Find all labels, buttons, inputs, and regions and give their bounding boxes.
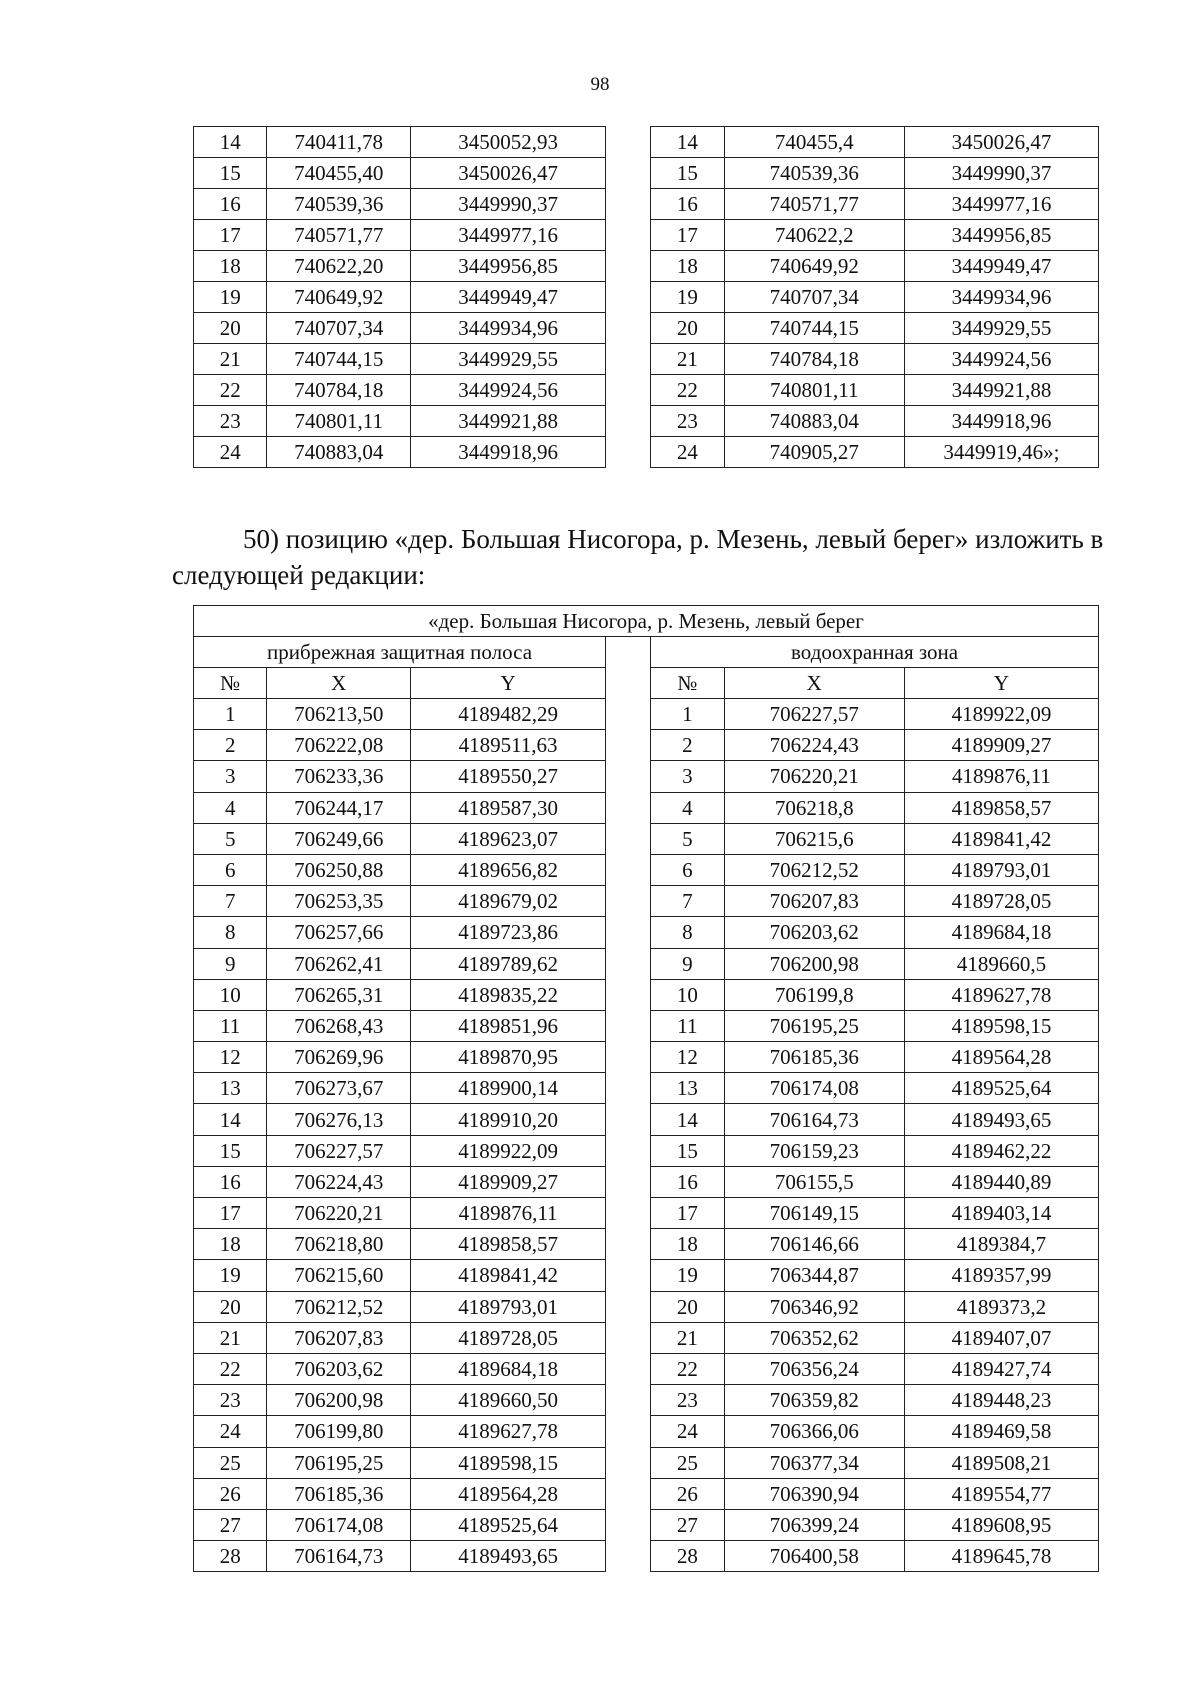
y-coordinate: 4189728,05: [411, 1322, 606, 1353]
x-coordinate: 740539,36: [724, 158, 904, 189]
y-coordinate: 4189841,42: [411, 1260, 606, 1291]
y-coordinate: 3449934,96: [411, 313, 606, 344]
point-number: 25: [651, 1447, 724, 1478]
y-coordinate: 4189564,28: [411, 1478, 606, 1509]
x-coordinate: 740571,77: [724, 189, 904, 220]
point-number: 18: [194, 251, 267, 282]
y-coordinate: 4189841,42: [904, 823, 1098, 854]
point-number: 28: [194, 1541, 267, 1572]
point-number: 9: [651, 948, 724, 979]
y-coordinate: 4189656,82: [411, 854, 606, 885]
x-coordinate: 706399,24: [724, 1509, 904, 1540]
x-coordinate: 706220,21: [724, 761, 904, 792]
point-number: 3: [651, 761, 724, 792]
y-coordinate: 4189598,15: [904, 1010, 1098, 1041]
point-number: 14: [194, 127, 267, 158]
x-coordinate: 740649,92: [267, 282, 411, 313]
y-coordinate: 4189909,27: [411, 1166, 606, 1197]
y-coordinate: 4189922,09: [904, 699, 1098, 730]
y-coordinate: 3449956,85: [411, 251, 606, 282]
y-coordinate: 4189870,95: [411, 1042, 606, 1073]
point-number: 18: [651, 251, 724, 282]
y-coordinate: 4189403,14: [904, 1198, 1098, 1229]
amendment-paragraph: 50) позицию «дер. Большая Нисогора, р. Мезень, левый берег» изложить в следующей редакции:: [172, 524, 1104, 590]
y-coordinate: 3449977,16: [411, 220, 606, 251]
point-number: 24: [651, 1416, 724, 1447]
point-number: 11: [651, 1010, 724, 1041]
x-coordinate: 706273,67: [267, 1073, 411, 1104]
x-coordinate: 706203,62: [267, 1353, 411, 1384]
x-coordinate: 706149,15: [724, 1198, 904, 1229]
point-number: 12: [194, 1042, 267, 1073]
point-number: 17: [194, 220, 267, 251]
y-coordinate: 4189462,22: [904, 1135, 1098, 1166]
y-coordinate: 4189900,14: [411, 1073, 606, 1104]
y-coordinate: 4189645,78: [904, 1541, 1098, 1572]
point-number: 19: [194, 1260, 267, 1291]
y-coordinate: 4189357,99: [904, 1260, 1098, 1291]
x-coordinate: 706164,73: [267, 1541, 411, 1572]
nisogora-coordinates-table: [193, 605, 1099, 1572]
point-number: 22: [194, 1353, 267, 1384]
point-number: 21: [651, 344, 724, 375]
y-coordinate: 4189684,18: [411, 1353, 606, 1384]
point-number: 2: [194, 730, 267, 761]
y-coordinate: 4189564,28: [904, 1042, 1098, 1073]
point-number: 14: [651, 127, 724, 158]
y-coordinate: 3450052,93: [411, 127, 606, 158]
point-number: 22: [651, 375, 724, 406]
x-coordinate: 740411,78: [267, 127, 411, 158]
y-coordinate: 4189627,78: [904, 979, 1098, 1010]
column-gap: [606, 127, 651, 468]
point-number: 20: [194, 1291, 267, 1322]
x-coordinate: 706346,92: [724, 1291, 904, 1322]
x-coordinate: 706174,08: [724, 1073, 904, 1104]
point-number: 6: [194, 854, 267, 885]
point-number: 14: [651, 1104, 724, 1135]
col-header-x: X: [267, 668, 411, 699]
point-number: 13: [651, 1073, 724, 1104]
y-coordinate: 4189728,05: [904, 886, 1098, 917]
y-coordinate: 4189493,65: [904, 1104, 1098, 1135]
x-coordinate: 706207,83: [267, 1322, 411, 1353]
y-coordinate: 4189427,74: [904, 1353, 1098, 1384]
x-coordinate: 706344,87: [724, 1260, 904, 1291]
point-number: 12: [651, 1042, 724, 1073]
x-coordinate: 706195,25: [267, 1447, 411, 1478]
top-coordinates-table: [193, 126, 1099, 468]
x-coordinate: 706359,82: [724, 1385, 904, 1416]
y-coordinate: 3450026,47: [904, 127, 1098, 158]
point-number: 3: [194, 761, 267, 792]
point-number: 10: [651, 979, 724, 1010]
point-number: 20: [651, 313, 724, 344]
x-coordinate: 740905,27: [724, 437, 904, 468]
point-number: 27: [651, 1509, 724, 1540]
point-number: 14: [194, 1104, 267, 1135]
coastal-strip-header: прибрежная защитная полоса: [194, 637, 606, 668]
x-coordinate: 706200,98: [267, 1385, 411, 1416]
y-coordinate: 3449949,47: [411, 282, 606, 313]
x-coordinate: 740883,04: [267, 437, 411, 468]
x-coordinate: 706269,96: [267, 1042, 411, 1073]
point-number: 7: [651, 886, 724, 917]
x-coordinate: 706400,58: [724, 1541, 904, 1572]
y-coordinate: 4189384,7: [904, 1229, 1098, 1260]
y-coordinate: 3449924,56: [904, 344, 1098, 375]
point-number: 1: [194, 699, 267, 730]
y-coordinate: 3449990,37: [411, 189, 606, 220]
point-number: 2: [651, 730, 724, 761]
x-coordinate: 706218,8: [724, 792, 904, 823]
x-coordinate: 706262,41: [267, 948, 411, 979]
point-number: 13: [194, 1073, 267, 1104]
point-number: 6: [651, 854, 724, 885]
point-number: 9: [194, 948, 267, 979]
x-coordinate: 740707,34: [267, 313, 411, 344]
y-coordinate: 3449924,56: [411, 375, 606, 406]
x-coordinate: 706164,73: [724, 1104, 904, 1135]
water-protection-zone-header: водоохранная зона: [651, 637, 1099, 668]
x-coordinate: 740744,15: [267, 344, 411, 375]
y-coordinate: 4189587,30: [411, 792, 606, 823]
point-number: 10: [194, 979, 267, 1010]
point-number: 16: [651, 1166, 724, 1197]
x-coordinate: 740622,20: [267, 251, 411, 282]
point-number: 15: [651, 158, 724, 189]
y-coordinate: 4189679,02: [411, 886, 606, 917]
point-number: 8: [194, 917, 267, 948]
x-coordinate: 740707,34: [724, 282, 904, 313]
point-number: 16: [651, 189, 724, 220]
y-coordinate: 4189660,50: [411, 1385, 606, 1416]
y-coordinate: 3449929,55: [411, 344, 606, 375]
x-coordinate: 740744,15: [724, 313, 904, 344]
table-row: [194, 127, 1099, 158]
point-number: 15: [194, 158, 267, 189]
y-coordinate: 4189851,96: [411, 1010, 606, 1041]
x-coordinate: 706146,66: [724, 1229, 904, 1260]
x-coordinate: 740649,92: [724, 251, 904, 282]
x-coordinate: 706199,8: [724, 979, 904, 1010]
x-coordinate: 706199,80: [267, 1416, 411, 1447]
y-coordinate: 4189598,15: [411, 1447, 606, 1478]
point-number: 15: [651, 1135, 724, 1166]
y-coordinate: 4189684,18: [904, 917, 1098, 948]
x-coordinate: 706377,34: [724, 1447, 904, 1478]
x-coordinate: 706195,25: [724, 1010, 904, 1041]
point-number: 22: [651, 1353, 724, 1384]
point-number: 19: [651, 282, 724, 313]
point-number: 23: [651, 406, 724, 437]
y-coordinate: 3449929,55: [904, 313, 1098, 344]
y-coordinate: 3449934,96: [904, 282, 1098, 313]
point-number: 26: [651, 1478, 724, 1509]
point-number: 5: [651, 823, 724, 854]
point-number: 18: [194, 1229, 267, 1260]
x-coordinate: 706185,36: [724, 1042, 904, 1073]
x-coordinate: 706253,35: [267, 886, 411, 917]
x-coordinate: 706244,17: [267, 792, 411, 823]
point-number: 24: [194, 1416, 267, 1447]
x-coordinate: 740883,04: [724, 406, 904, 437]
x-coordinate: 706159,23: [724, 1135, 904, 1166]
x-coordinate: 740784,18: [267, 375, 411, 406]
y-coordinate: 4189793,01: [904, 854, 1098, 885]
x-coordinate: 706352,62: [724, 1322, 904, 1353]
col-header-y: Y: [411, 668, 606, 699]
x-coordinate: 706222,08: [267, 730, 411, 761]
y-coordinate: 4189660,5: [904, 948, 1098, 979]
x-coordinate: 740622,2: [724, 220, 904, 251]
point-number: 16: [194, 1166, 267, 1197]
x-coordinate: 706213,50: [267, 699, 411, 730]
point-number: 24: [651, 437, 724, 468]
y-coordinate: 3449918,96: [904, 406, 1098, 437]
x-coordinate: 706250,88: [267, 854, 411, 885]
y-coordinate: 4189627,78: [411, 1416, 606, 1447]
x-coordinate: 706218,80: [267, 1229, 411, 1260]
point-number: 16: [194, 189, 267, 220]
point-number: 23: [194, 1385, 267, 1416]
x-coordinate: 740801,11: [267, 406, 411, 437]
x-coordinate: 740455,40: [267, 158, 411, 189]
y-coordinate: 4189508,21: [904, 1447, 1098, 1478]
x-coordinate: 706356,24: [724, 1353, 904, 1384]
x-coordinate: 706215,60: [267, 1260, 411, 1291]
point-number: 27: [194, 1509, 267, 1540]
y-coordinate: 4189525,64: [411, 1509, 606, 1540]
y-coordinate: 3449918,96: [411, 437, 606, 468]
x-coordinate: 706220,21: [267, 1198, 411, 1229]
col-header-no: №: [194, 668, 267, 699]
y-coordinate: 4189858,57: [411, 1229, 606, 1260]
x-coordinate: 706174,08: [267, 1509, 411, 1540]
y-coordinate: 3449956,85: [904, 220, 1098, 251]
point-number: 19: [651, 1260, 724, 1291]
y-coordinate: 4189910,20: [411, 1104, 606, 1135]
x-coordinate: 706224,43: [267, 1166, 411, 1197]
x-coordinate: 706257,66: [267, 917, 411, 948]
x-coordinate: 740801,11: [724, 375, 904, 406]
point-number: 23: [651, 1385, 724, 1416]
y-coordinate: 4189723,86: [411, 917, 606, 948]
y-coordinate: 4189373,2: [904, 1291, 1098, 1322]
table-title: «дер. Большая Нисогора, р. Мезень, левый берег: [194, 606, 1099, 637]
y-coordinate: 3449921,88: [411, 406, 606, 437]
point-number: 17: [651, 1198, 724, 1229]
page-number: 98: [590, 74, 610, 95]
y-coordinate: 4189448,23: [904, 1385, 1098, 1416]
point-number: 4: [194, 792, 267, 823]
y-coordinate: 4189909,27: [904, 730, 1098, 761]
point-number: 7: [194, 886, 267, 917]
x-coordinate: 706203,62: [724, 917, 904, 948]
x-coordinate: 706227,57: [724, 699, 904, 730]
x-coordinate: 706224,43: [724, 730, 904, 761]
x-coordinate: 706215,6: [724, 823, 904, 854]
y-coordinate: 3449977,16: [904, 189, 1098, 220]
point-number: 21: [651, 1322, 724, 1353]
point-number: 20: [194, 313, 267, 344]
x-coordinate: 706366,06: [724, 1416, 904, 1447]
x-coordinate: 706200,98: [724, 948, 904, 979]
x-coordinate: 706185,36: [267, 1478, 411, 1509]
y-coordinate: 4189511,63: [411, 730, 606, 761]
y-coordinate: 3449921,88: [904, 375, 1098, 406]
y-coordinate: 4189922,09: [411, 1135, 606, 1166]
point-number: 8: [651, 917, 724, 948]
x-coordinate: 706155,5: [724, 1166, 904, 1197]
y-coordinate: 4189876,11: [904, 761, 1098, 792]
x-coordinate: 740784,18: [724, 344, 904, 375]
x-coordinate: 706276,13: [267, 1104, 411, 1135]
y-coordinate: 3450026,47: [411, 158, 606, 189]
point-number: 4: [651, 792, 724, 823]
x-coordinate: 706249,66: [267, 823, 411, 854]
y-coordinate: 4189623,07: [411, 823, 606, 854]
y-coordinate: 4189525,64: [904, 1073, 1098, 1104]
x-coordinate: 706227,57: [267, 1135, 411, 1166]
point-number: 28: [651, 1541, 724, 1572]
x-coordinate: 706212,52: [267, 1291, 411, 1322]
y-coordinate: 4189482,29: [411, 699, 606, 730]
point-number: 5: [194, 823, 267, 854]
x-coordinate: 706390,94: [724, 1478, 904, 1509]
point-number: 15: [194, 1135, 267, 1166]
y-coordinate: 4189835,22: [411, 979, 606, 1010]
x-coordinate: 706268,43: [267, 1010, 411, 1041]
y-coordinate: 4189876,11: [411, 1198, 606, 1229]
y-coordinate: 4189793,01: [411, 1291, 606, 1322]
point-number: 18: [651, 1229, 724, 1260]
y-coordinate: 4189440,89: [904, 1166, 1098, 1197]
point-number: 23: [194, 406, 267, 437]
point-number: 26: [194, 1478, 267, 1509]
point-number: 21: [194, 344, 267, 375]
x-coordinate: 740539,36: [267, 189, 411, 220]
y-coordinate: 3449949,47: [904, 251, 1098, 282]
y-coordinate: 4189554,77: [904, 1478, 1098, 1509]
y-coordinate: 4189469,58: [904, 1416, 1098, 1447]
point-number: 25: [194, 1447, 267, 1478]
point-number: 21: [194, 1322, 267, 1353]
y-coordinate: 4189407,07: [904, 1322, 1098, 1353]
col-header-y: Y: [904, 668, 1098, 699]
y-coordinate: 4189858,57: [904, 792, 1098, 823]
y-coordinate: 3449990,37: [904, 158, 1098, 189]
point-number: 22: [194, 375, 267, 406]
y-coordinate: 4189550,27: [411, 761, 606, 792]
x-coordinate: 706265,31: [267, 979, 411, 1010]
y-coordinate: 3449919,46»;: [904, 437, 1098, 468]
point-number: 1: [651, 699, 724, 730]
y-coordinate: 4189608,95: [904, 1509, 1098, 1540]
point-number: 17: [194, 1198, 267, 1229]
col-header-no: №: [651, 668, 724, 699]
point-number: 20: [651, 1291, 724, 1322]
x-coordinate: 706212,52: [724, 854, 904, 885]
column-gap: [606, 637, 651, 1572]
point-number: 24: [194, 437, 267, 468]
point-number: 11: [194, 1010, 267, 1041]
col-header-x: X: [724, 668, 904, 699]
y-coordinate: 4189493,65: [411, 1541, 606, 1572]
x-coordinate: 740455,4: [724, 127, 904, 158]
x-coordinate: 706233,36: [267, 761, 411, 792]
point-number: 17: [651, 220, 724, 251]
x-coordinate: 740571,77: [267, 220, 411, 251]
y-coordinate: 4189789,62: [411, 948, 606, 979]
point-number: 19: [194, 282, 267, 313]
x-coordinate: 706207,83: [724, 886, 904, 917]
